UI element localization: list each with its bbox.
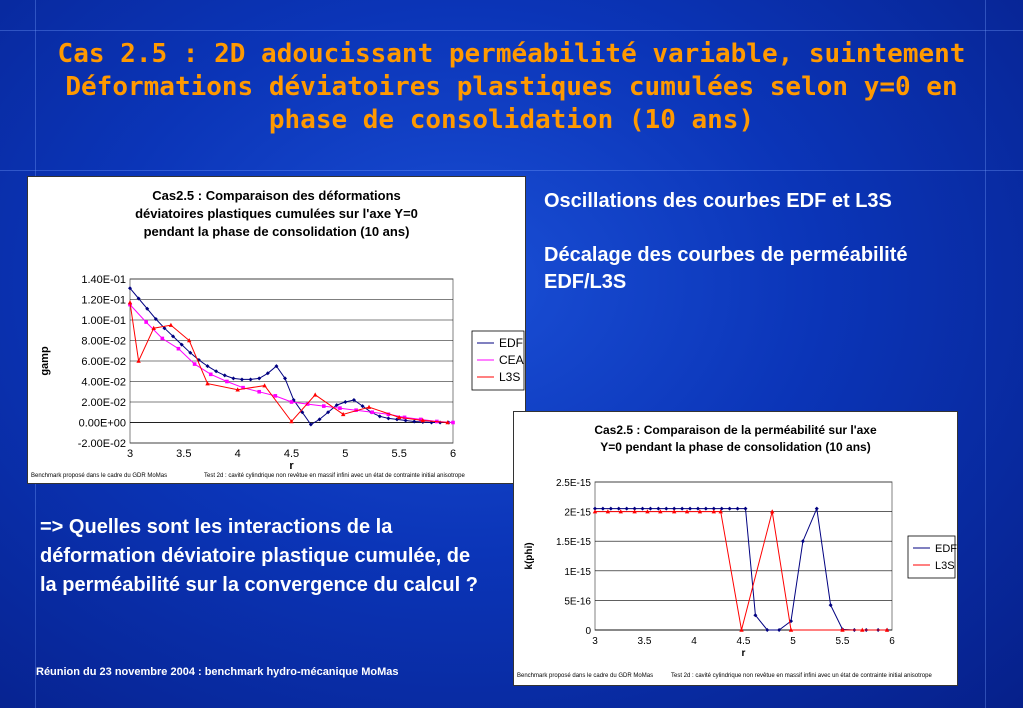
y-tick-label: 1.20E-01 — [81, 294, 126, 307]
y-tick-label: 1.40E-01 — [81, 274, 126, 286]
point-cea — [144, 320, 148, 324]
x-tick-label: 5.5 — [835, 636, 850, 647]
x-tick-label: 5 — [342, 448, 349, 460]
point-cea — [338, 406, 342, 410]
y-tick-label: 1.5E-15 — [555, 537, 591, 549]
x-tick-label: 3.5 — [637, 636, 652, 647]
chart-panel-deformation — [27, 176, 526, 484]
point-cea — [225, 380, 229, 384]
point-cea — [177, 347, 181, 351]
x-tick-label: 6 — [449, 448, 457, 460]
y-tick-label: 5E-16 — [564, 596, 591, 608]
slide-title-line2: Déformations déviatoires plastiques cumulées selon y=0 en — [65, 72, 958, 102]
footnote-right: Test 2d : cavité cylindrique non revêtue en massif infini avec un état de contrainte initial anisotrope — [671, 673, 932, 679]
chart-panel-permeability — [513, 411, 958, 686]
x-axis-label: r — [741, 648, 746, 659]
x-tick-label: 4 — [691, 636, 697, 647]
point-cea — [161, 337, 165, 341]
x-tick-label: 4.5 — [283, 448, 300, 460]
y-tick-label: 6.00E-02 — [81, 356, 126, 368]
y-tick-label: 2E-15 — [564, 507, 591, 519]
y-tick-label: 1E-15 — [564, 566, 591, 578]
legend-label-l3s: L3S — [935, 560, 955, 572]
decor-line-h — [0, 170, 1023, 171]
point-cea — [322, 404, 326, 408]
decor-line-h — [0, 30, 1023, 31]
x-tick-label: 3 — [126, 448, 134, 460]
y-tick-label: 2.00E-02 — [81, 397, 126, 409]
y-tick-label: -2.00E-02 — [77, 438, 126, 450]
x-tick-label: 4 — [234, 448, 241, 460]
slide-title — [10, 38, 1013, 137]
x-tick-label: 4.5 — [736, 636, 751, 647]
legend-label-cea: CEA — [499, 353, 524, 367]
point-cea — [370, 410, 374, 414]
y-tick-label: 8.00E-02 — [81, 335, 126, 348]
point-cea — [451, 421, 455, 425]
y-tick-label: 4.00E-02 — [81, 376, 126, 389]
note-decalage: Décalage des courbes de perméabilité EDF/L3S — [544, 244, 908, 293]
footer-text: Réunion du 23 novembre 2004 : benchmark hydro-mécanique MoMas — [36, 666, 399, 678]
x-tick-label: 5 — [790, 636, 796, 647]
x-tick-label: 5.5 — [391, 448, 407, 460]
slide-title-line1: Cas 2.5 : 2D adoucissant perméabilité variable, suintement — [57, 39, 966, 69]
chart2-title-line: Y=0 pendant la phase de consolidation (10 ans) — [600, 440, 871, 454]
y-tick-label: 1.00E-01 — [81, 315, 126, 327]
chart1-title-line: pendant la phase de consolidation (10 ans) — [143, 224, 410, 239]
chart1-title-line: Cas2.5 : Comparaison des déformations — [152, 188, 401, 203]
x-tick-label: 3.5 — [176, 448, 192, 460]
point-cea — [193, 362, 197, 366]
note-question: => Quelles sont les interactions de la déformation déviatoire plastique cumulée, de la perméabilité sur la convergence du calcul ? — [40, 516, 478, 596]
legend-label-l3s: L3S — [499, 370, 521, 384]
y-tick-label: 2.5E-15 — [555, 478, 591, 489]
chart2-svg — [514, 412, 957, 685]
y-tick-label: 0 — [585, 626, 591, 637]
point-cea — [209, 373, 213, 377]
chart1-svg — [28, 177, 525, 483]
point-cea — [290, 400, 294, 404]
point-cea — [257, 390, 261, 394]
x-tick-label: 6 — [889, 636, 895, 647]
y-axis-label: gamp — [39, 346, 51, 376]
point-cea — [274, 394, 278, 398]
legend-label-edf: EDF — [935, 543, 957, 555]
y-axis-label: k(phi) — [524, 542, 535, 570]
chart2-title-line: Cas2.5 : Comparaison de la perméabilité sur l'axe — [594, 423, 877, 437]
plot-area — [595, 482, 892, 630]
footnote-left: Benchmark proposé dans le cadre du GDR MoMas — [517, 673, 654, 679]
x-tick-label: 3 — [592, 636, 598, 647]
chart1-title-line: déviatoires plastiques cumulées sur l'axe Y=0 — [135, 206, 418, 221]
spacer — [544, 215, 964, 242]
notes-right — [544, 188, 964, 296]
legend-label-edf: EDF — [499, 336, 523, 350]
footnote-left: Benchmark proposé dans le cadre du GDR MoMas — [31, 473, 168, 479]
y-tick-label: 0.00E+00 — [78, 417, 126, 430]
x-axis-label: r — [289, 460, 294, 472]
note-oscillations: Oscillations des courbes EDF et L3S — [544, 190, 892, 212]
slide-title-line3: phase de consolidation (10 ans) — [268, 105, 755, 135]
footnote-right: Test 2d : cavité cylindrique non revêtue en massif infini avec un état de contrainte initial anisotrope — [204, 473, 465, 479]
